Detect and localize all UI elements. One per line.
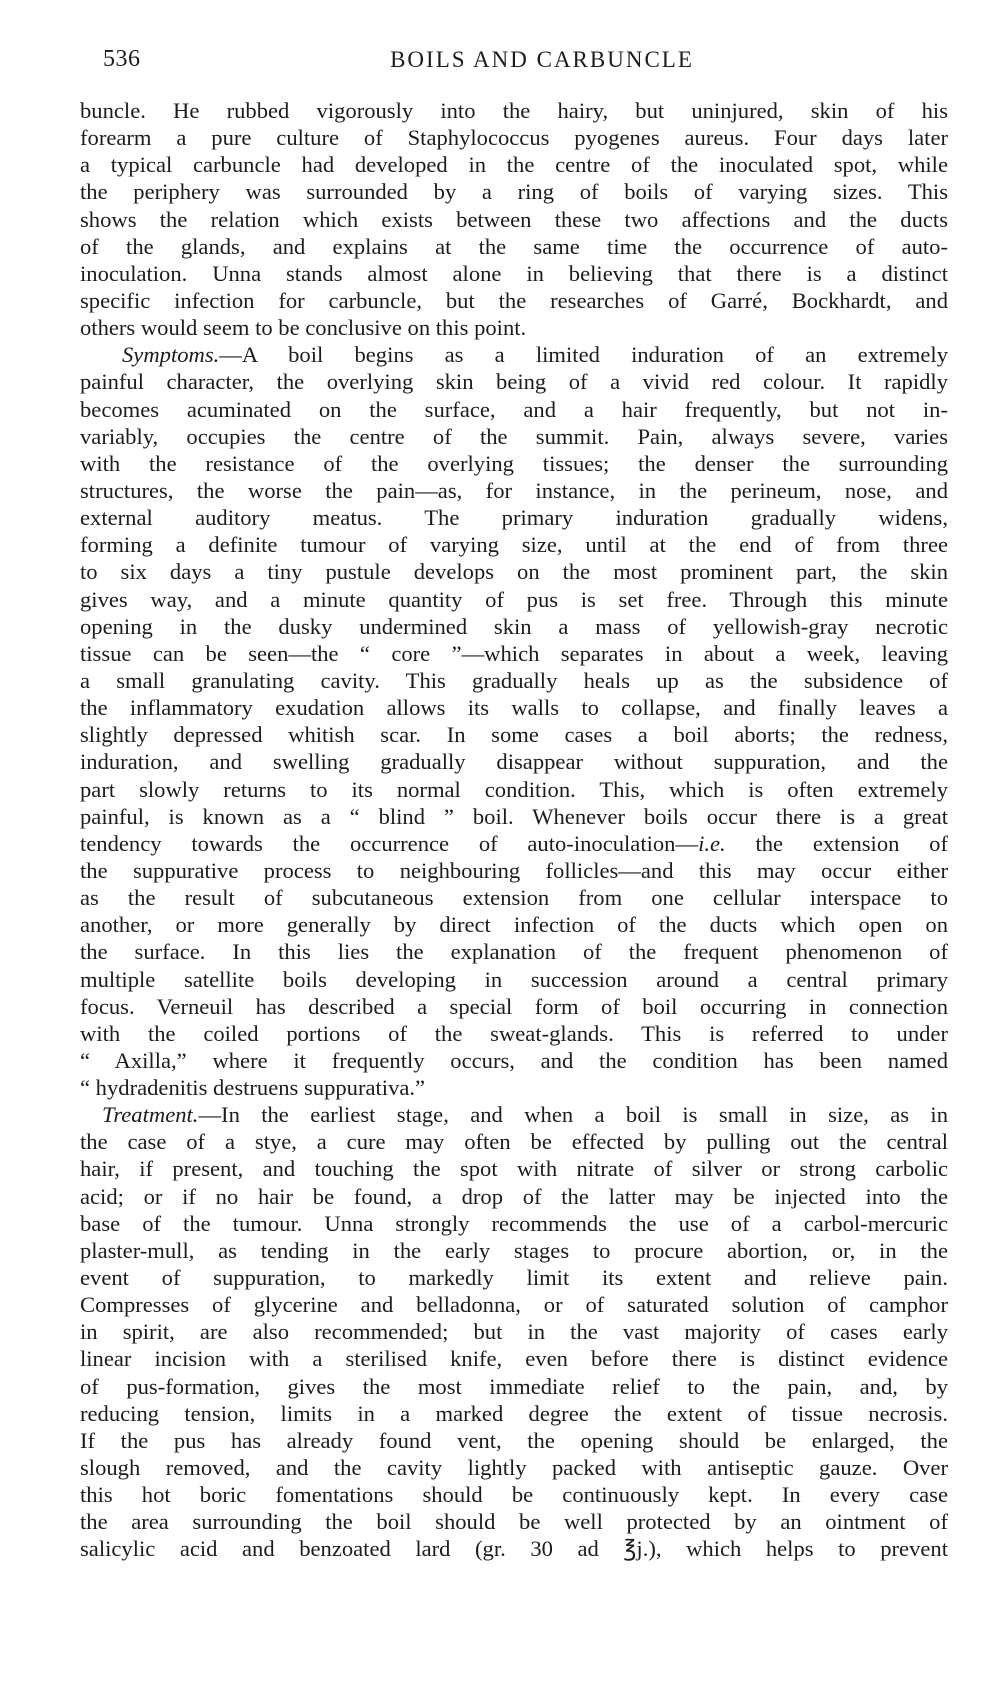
symptoms-heading: Symptoms. [122, 342, 220, 368]
text-line: of pus-formation, gives the most immediate relief to the pain, and, by [80, 1373, 948, 1399]
text-line: to six days a tiny pustule develops on the most prominent part, the skin [80, 559, 948, 585]
symptoms-text: —A boil begins as a limited induration of an extremely [219, 342, 948, 368]
text-line: structures, the worse the pain—as, for instance, in the perineum, nose, and [80, 477, 948, 503]
text-segment: the extension of [725, 830, 948, 856]
text-line: salicylic acid and benzoated lard (gr. 30 ad ℥j.), which helps to prevent [80, 1536, 948, 1562]
text-line: opening in the dusky undermined skin a mass of yellowish-gray necrotic [80, 613, 948, 639]
text-line: painful, is known as a “ blind ” boil. Whenever boils occur there is a great [80, 803, 948, 829]
text-line: the area surrounding the boil should be well protected by an ointment of [80, 1509, 948, 1535]
symptoms-paragraph-start [80, 341, 948, 368]
text-line: the inflammatory exudation allows its walls to collapse, and finally leaves a [80, 695, 948, 721]
text-line: acid; or if no hair be found, a drop of the latter may be injected into the [80, 1183, 948, 1209]
text-line: If the pus has already found vent, the opening should be enlarged, the [80, 1427, 948, 1453]
text-line: becomes acuminated on the surface, and a hair frequently, but not in- [80, 396, 948, 422]
text-line: plaster-mull, as tending in the early stages to procure abortion, or, in the [80, 1237, 948, 1263]
text-line: specific infection for carbuncle, but the researches of Garré, Bockhardt, and [80, 287, 948, 313]
text-line: multiple satellite boils developing in succession around a central primary [80, 966, 948, 992]
text-line-with-italic [80, 830, 948, 857]
text-line: buncle. He rubbed vigorously into the hairy, but uninjured, skin of his [80, 98, 948, 123]
text-line: external auditory meatus. The primary induration gradually widens, [80, 505, 948, 531]
text-line: the suppurative process to neighbouring follicles—and this may occur either [80, 857, 948, 883]
treatment-paragraph-start [80, 1101, 948, 1128]
treatment-text: —In the earliest stage, and when a boil is small in size, as in [198, 1102, 948, 1128]
text-line: event of suppuration, to markedly limit its extent and relieve pain. [80, 1265, 948, 1291]
text-line: as the result of subcutaneous extension from one cellular interspace to [80, 885, 948, 911]
text-line: shows the relation which exists between these two affections and the ducts [80, 206, 948, 232]
text-line: the surface. In this lies the explanation of the frequent phenomenon of [80, 939, 948, 965]
text-line: base of the tumour. Unna strongly recommends the use of a carbol-mercuric [80, 1210, 948, 1236]
text-line: a typical carbuncle had developed in the centre of the inoculated spot, while [80, 152, 948, 178]
text-line: induration, and swelling gradually disappear without suppuration, and the [80, 749, 948, 775]
text-line: another, or more generally by direct infection of the ducts which open on [80, 912, 948, 938]
text-line: linear incision with a sterilised knife, even before there is distinct evidence [80, 1346, 948, 1372]
text-line: with the coiled portions of the sweat-glands. This is referred to under [80, 1020, 948, 1046]
page-title: BOILS AND CARBUNCLE [390, 47, 694, 72]
text-line: “ hydradenitis destruens suppurativa.” [80, 1075, 426, 1101]
treatment-heading: Treatment. [102, 1102, 199, 1128]
text-line: with the resistance of the overlying tissues; the denser the surrounding [80, 450, 948, 476]
text-line: the periphery was surrounded by a ring of boils of varying sizes. This [80, 179, 948, 205]
text-line: tissue can be seen—the “ core ”—which separates in about a week, leaving [80, 640, 948, 666]
italic-abbreviation: i.e. [698, 830, 726, 856]
text-line: this hot boric fomentations should be continuously kept. In every case [80, 1482, 948, 1508]
text-line: others would seem to be conclusive on this point. [80, 315, 527, 341]
text-line: gives way, and a minute quantity of pus is set free. Through this minute [80, 586, 948, 612]
text-line: part slowly returns to its normal condition. This, which is often extremely [80, 776, 948, 802]
text-line: in spirit, are also recommended; but in the vast majority of cases early [80, 1319, 948, 1345]
text-line: “ Axilla,” where it frequently occurs, and the condition has been named [80, 1047, 948, 1073]
running-head [103, 46, 941, 80]
body-text [80, 97, 948, 1563]
text-line: slough removed, and the cavity lightly packed with antiseptic gauze. Over [80, 1455, 948, 1481]
text-line: of the glands, and explains at the same time the occurrence of auto- [80, 233, 948, 259]
text-line: forearm a pure culture of Staphylococcus pyogenes aureus. Four days later [80, 125, 948, 151]
text-line: hair, if present, and touching the spot with nitrate of silver or strong carbolic [80, 1156, 948, 1182]
text-line: reducing tension, limits in a marked degree the extent of tissue necrosis. [80, 1400, 948, 1426]
text-line: a small granulating cavity. This gradually heals up as the subsidence of [80, 667, 948, 693]
text-line: Compresses of glycerine and belladonna, or of saturated solution of camphor [80, 1292, 948, 1318]
text-line: forming a definite tumour of varying size, until at the end of from three [80, 532, 948, 558]
text-line: focus. Verneuil has described a special form of boil occurring in connection [80, 993, 948, 1019]
text-line: slightly depressed whitish scar. In some cases a boil aborts; the redness, [80, 722, 948, 748]
text-line: the case of a stye, a cure may often be effected by pulling out the central [80, 1129, 948, 1155]
text-line: painful character, the overlying skin being of a vivid red colour. It rapidly [80, 369, 948, 395]
text-segment: tendency towards the occurrence of auto-inoculation— [80, 830, 699, 856]
text-line: inoculation. Unna stands almost alone in believing that there is a distinct [80, 260, 948, 286]
text-line: variably, occupies the centre of the summit. Pain, always severe, varies [80, 423, 948, 449]
page-number: 536 [103, 46, 141, 72]
